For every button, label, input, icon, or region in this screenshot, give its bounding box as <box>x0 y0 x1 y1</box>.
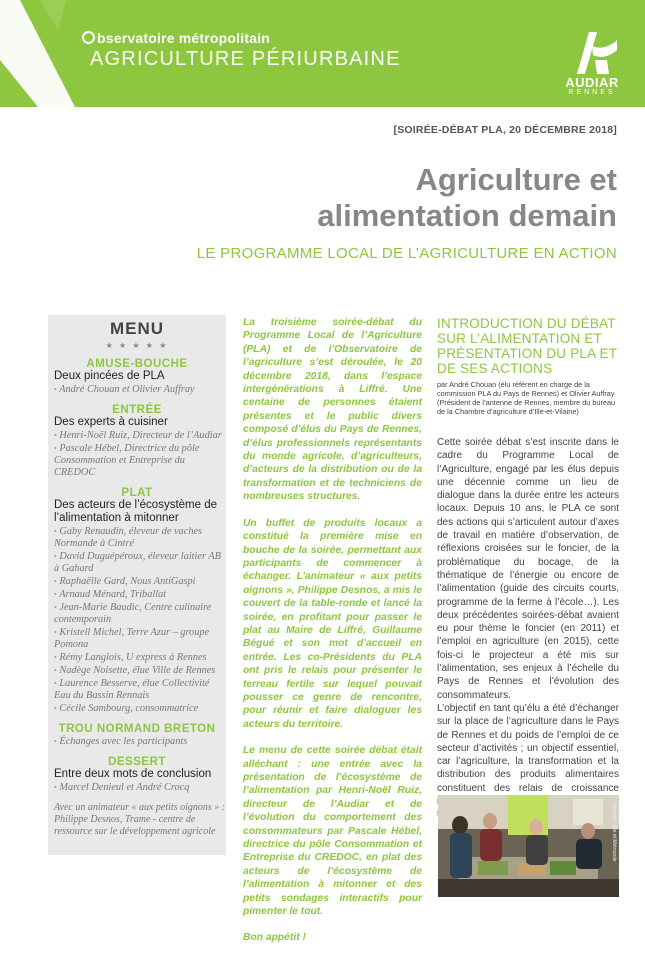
section-heading: INTRODUCTION DU DÉBAT SUR L’ALIMENTATION ET PRÉSENTATION DU PLA ET DE SES ACTIONS <box>437 316 617 376</box>
menu-section-subtitle: Des experts à cuisiner <box>54 416 168 428</box>
bullet-icon: • <box>54 628 57 637</box>
menu-item <box>48 627 226 651</box>
page-subtitle: LE PROGRAMME LOCAL DE L’AGRICULTURE EN ACTION <box>196 245 617 262</box>
menu-item <box>48 576 226 588</box>
menu-item-text: Henri-Noël Ruiz, Directeur de l’Audiar <box>59 430 222 441</box>
bullet-icon: • <box>54 653 57 662</box>
intro-paragraph: Un buffet de produits locaux a constitué la première mise en bouche de la soirée, permettant aux participants de commencer à échanger. L’animateur « aux petits oignons », Philippe Desnos, a mis le couvert de la table-ronde et lancé la soirée, en profitant pour passer le plat au Maire de Liffré, Guillaume Bégué et son mot d’accueil en entrée. Les co-Présidents du PLA ont pris le relais pour présenter le terreau fertile sur lequel pouvait pousser ce genre de rencontre, pour réunir et faire dialoguer les acteurs du territoire. <box>243 517 422 730</box>
section-byline: par André Chouan (élu référent en charge de la commission PLA du Pays de Rennes) et Olivier Auffray (Président de l’antenne de Rennes, membre du bureau de la Chambre d’agriculture d’Ille-et-Vilaine) <box>437 380 616 416</box>
menu-item-text: Rémy Langlois, U express à Rennes <box>59 652 207 663</box>
menu-item <box>48 678 226 702</box>
bullet-icon: • <box>54 590 57 599</box>
menu-item <box>48 589 226 601</box>
photo-credit: Rennes, Ville et Métropole <box>611 803 617 862</box>
menu-section-subtitle: Des acteurs de l’écosystème de l’alimentation à mitonner <box>54 499 217 524</box>
menu-footnote: Avec un animateur « aux petits oignons » : Philippe Desnos, Trame - centre de ressource sur le développement agricole <box>54 802 226 837</box>
menu-title: MENU <box>109 319 165 338</box>
menu-item <box>48 551 226 575</box>
menu-item <box>48 736 226 748</box>
menu-box <box>48 315 226 855</box>
menu-item-text: Marcel Denieul et André Crocq <box>59 782 190 793</box>
menu-item-text: Raphaëlle Gard, Nous AntiGaspi <box>59 576 196 587</box>
menu-item-text: Jean-Marie Baudic, Centre culinaire contemporain <box>54 602 212 625</box>
photo-scene-graphic <box>438 795 619 897</box>
logo-city: RENNES <box>568 89 616 96</box>
introduction-column <box>437 316 619 822</box>
title-line-1: Agriculture et <box>415 162 617 197</box>
bullet-icon: • <box>54 737 57 746</box>
event-photo <box>438 795 619 897</box>
menu-item-text: Échanges avec les participants <box>59 736 188 747</box>
bullet-icon: • <box>54 666 57 675</box>
header-banner <box>0 0 645 107</box>
bullet-icon: • <box>54 704 57 713</box>
menu-item <box>48 526 226 550</box>
page-title <box>197 162 617 234</box>
menu-item <box>48 782 226 794</box>
menu-item-text: Kristell Michel, Terre Azur – groupe Pomona <box>54 627 210 650</box>
observatoire-text: bservatoire métropolitain <box>97 30 271 46</box>
menu-section-title: ENTRÉE <box>112 404 162 416</box>
section-paragraph: Cette soirée débat s’est inscrite dans le cadre du Programme Local de l’Agriculture, engagé par les élus depuis une décennie comme un lieu de dialogue dans la durée entre les acteurs locaux. Depuis 10 ans, le PLA ce sont des actions qui s’articulent autour d’axes de travail en matière d’observation, de réflexions croisées sur le foncier, de la problématique du bocage, de la thématique de l’énergie ou encore de l’alimentation (guide des circuits courts, programme de la ferme à l’école…). Les deux précédentes soirées-débat avaient eu pour thème le foncier (en 2011) et l’emploi en agriculture (en 2015), cette fois-ci le projecteur a été mis sur l’alimentation, ses enjeux à l’échelle du Pays de Rennes et l’évolution des consommateurs. <box>437 437 619 701</box>
observatoire-label <box>82 30 270 46</box>
menu-item <box>48 384 226 396</box>
menu-item <box>48 665 226 677</box>
observatoire-o-icon <box>82 31 95 44</box>
menu-item-text: Arnaud Ménard, Triballat <box>59 589 167 600</box>
theme-label: AGRICULTURE PÉRIURBAINE <box>90 48 401 70</box>
bullet-icon: • <box>54 444 57 453</box>
menu-item <box>48 652 226 664</box>
menu-section-title: PLAT <box>121 487 153 499</box>
menu-item <box>48 443 226 479</box>
menu-section-subtitle: Entre deux mots de conclusion <box>54 768 212 780</box>
menu-section-title: TROU NORMAND BRETON <box>58 723 216 735</box>
menu-section-subtitle: Deux pincées de PLA <box>54 370 165 382</box>
menu-section-title: AMUSE-BOUCHE <box>86 358 188 370</box>
bullet-icon: • <box>54 552 57 561</box>
intro-column <box>243 316 422 958</box>
bullet-icon: • <box>54 577 57 586</box>
intro-closing: Bon appétit ! <box>243 932 306 944</box>
bullet-icon: • <box>54 783 57 792</box>
menu-item <box>48 703 226 715</box>
menu-item-text: David Duguépéroux, éleveur laitier AB à Gahard <box>54 551 221 574</box>
bullet-icon: • <box>54 679 57 688</box>
menu-item-text: Nadège Noisette, élue Ville de Rennes <box>59 665 216 676</box>
intro-paragraph: Le menu de cette soirée débat était alléchant : une entrée avec la présentation de l’écosystème de l’alimentation par Henri-Noël Ruiz, directeur de l’Audiar et de l’évolution du comportement des consommateurs par Pascale Hébel, directrice du pôle Consommation et Entreprise du CREDOC, en plat des acteurs de l’écosystème de l’alimentation à mitonner et des petits sondages interactifs pour pimenter le tout. <box>243 745 422 918</box>
bullet-icon: • <box>54 385 57 394</box>
menu-stars: ★ ★ ★ ★ ★ <box>105 341 169 350</box>
menu-item-text: Cécile Sambourg, consommatrice <box>59 703 199 714</box>
menu-section-title: DESSERT <box>108 756 166 768</box>
menu-item-text: Gaby Renaudin, éleveur de vaches Normande à Cintré <box>54 526 203 549</box>
bullet-icon: • <box>54 603 57 612</box>
event-label: [SOIRÉE-DÉBAT PLA, 20 DÉCEMBRE 2018] <box>393 124 617 136</box>
title-line-2: alimentation demain <box>317 198 617 233</box>
audiar-mark-icon <box>567 32 617 74</box>
menu-item-text: Laurence Besserve, élue Collectivité Eau du Bassin Rennais <box>54 678 210 701</box>
menu-item <box>48 602 226 626</box>
section-paragraph: L’objectif en tant qu’élu a été d’échanger sur la place de l’agriculture dans le Pays de Rennes et du poids de l’emploi de ce secteur d’activités ; un objectif essentiel, car l’agriculture, la transformation et la distribution des produits alimentaires constituent des relais de croissance <box>437 702 619 794</box>
logo-name: AUDIAR <box>565 75 619 90</box>
bullet-icon: • <box>54 527 57 536</box>
audiar-logo <box>562 32 622 100</box>
menu-item-text: André Chouan et Olivier Auffray <box>59 384 195 395</box>
bullet-icon: • <box>54 431 57 440</box>
intro-paragraph: La troisième soirée-débat du Programme Local de l’Agriculture (PLA) et de l’Observatoire de l’agriculture s’est déroulée, le 20 décembre 2018, dans l’espace intergénérations à Liffré. Une centaine de personnes étaient présentes et le public divers composé d’élus du Pays de Rennes, d’élus professionnels représentants du monde agricole, d’agriculteurs, d’acteurs de la distribution ou de la transformation et de techniciens de nombreuses structures. <box>243 317 422 503</box>
menu-item <box>48 430 226 442</box>
menu-item-text: Pascale Hébel, Directrice du pôle Consommation et Entreprise du CREDOC <box>54 443 200 478</box>
